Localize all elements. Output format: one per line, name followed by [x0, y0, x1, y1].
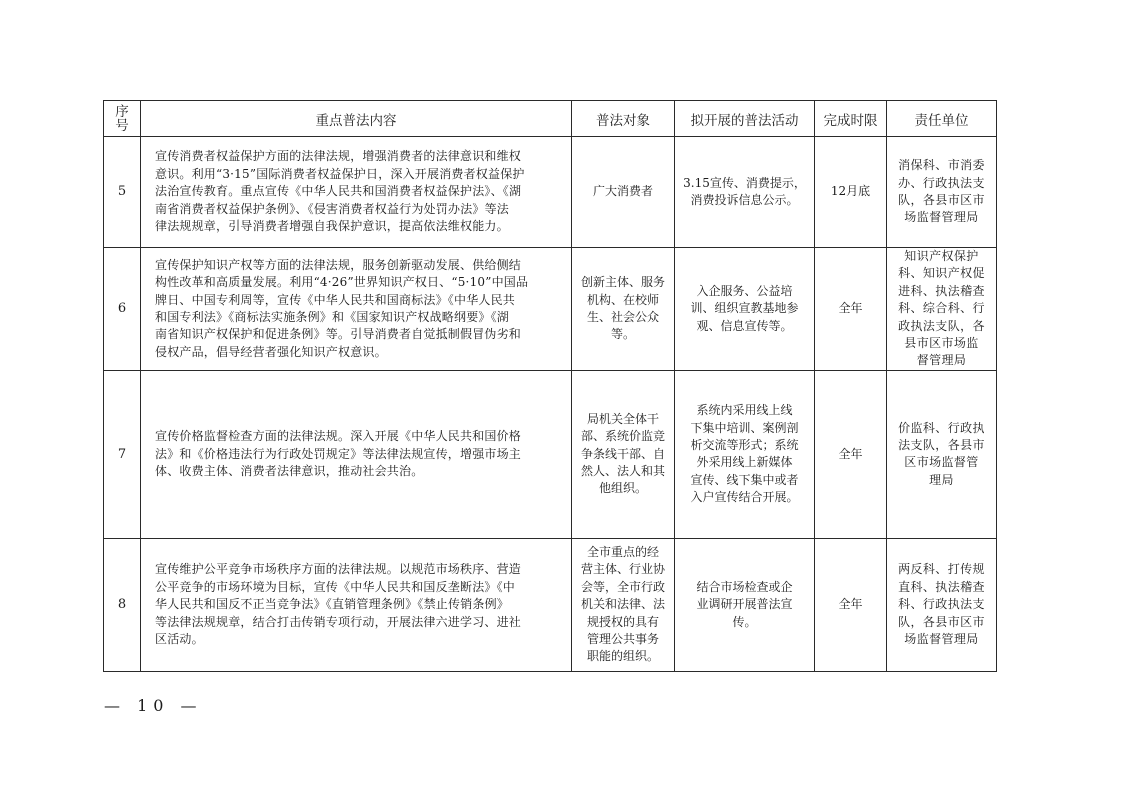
- row-unit-line: 政执法支队，各: [898, 318, 985, 333]
- row-activity-line: 析交流等形式；系统: [690, 437, 799, 452]
- row-activity-line: 系统内采用线上线: [696, 403, 793, 418]
- row-content-line: 法》和《价格违法行为行政处罚规定》等法律法规宣传，增强市场主: [155, 446, 522, 461]
- row-unit-line: 科、知识产权促: [898, 266, 985, 281]
- row-unit-line: 知识产权保护: [904, 249, 979, 263]
- row-activity-line: 入企服务、公益培: [696, 283, 793, 298]
- row-target-line: 部、系统价监竞: [580, 429, 665, 444]
- row-unit-line: 办、行政执法支: [898, 175, 985, 190]
- row-target-line: 等。: [610, 327, 635, 342]
- row-content-line: 南省消费者权益保护条例》、《侵害消费者权益行为处罚办法》等法: [155, 201, 510, 216]
- row-deadline: 12月底: [815, 137, 887, 248]
- row-unit-line: 直科、执法稽查: [898, 579, 985, 594]
- row-unit-line: 队，各县市区市: [898, 614, 985, 629]
- row-target-line: 会等，全市行政: [580, 579, 665, 594]
- header-deadline: 完成时限: [815, 101, 887, 137]
- row-activity: [675, 538, 815, 671]
- row-activity: [675, 248, 815, 371]
- row-target-line: 然人、法人和其: [580, 464, 665, 479]
- row-content-line: 宣传保护知识产权等方面的法律法规，服务创新驱动发展、供给侧结: [155, 257, 522, 272]
- row-target-line: 规授权的具有: [586, 614, 659, 629]
- row-target: [572, 538, 675, 671]
- row-unit-line: 科、综合科、行: [898, 301, 985, 316]
- row-content-line: 等法律法规规章，结合打击传销专项行动，开展法律六进学习、进社: [155, 614, 522, 629]
- row-content-line: 南省知识产权保护和促进条例》等。引导消费者自觉抵制假冒伪劣和: [155, 327, 522, 342]
- row-target: [572, 248, 675, 371]
- row-number: 5: [104, 137, 141, 248]
- row-content-line: 公平竞争的市场环境为目标，宣传《中华人民共和国反垄断法》《中: [155, 579, 516, 594]
- row-deadline: 全年: [815, 538, 887, 671]
- row-target-line: 营主体、行业协: [580, 562, 665, 577]
- row-unit-line: 场监督管理局: [904, 631, 979, 646]
- row-content-line: 宣传维护公平竞争市场秩序方面的法律法规。以规范市场秩序、营造: [155, 562, 522, 577]
- row-content-line: 律法规规章，引导消费者增强自我保护意识，提高依法维权能力。: [155, 219, 509, 234]
- row-unit-line: 进科、执法稽查: [898, 283, 985, 298]
- header-seq: 序 号: [104, 101, 141, 137]
- table-row: [104, 538, 997, 671]
- row-activity: [675, 370, 815, 538]
- row-unit-line: 科、行政执法支: [898, 597, 985, 612]
- row-unit-line: 消保科、市消委: [898, 158, 985, 173]
- row-content-line: 和国专利法》《商标法实施条例》和《国家知识产权战略纲要》《湖: [155, 309, 510, 324]
- row-activity-line: 下集中培训、案例剖: [690, 420, 799, 435]
- row-content-line: 法治宣传教育。重点宣传《中华人民共和国消费者权益保护法》、《湖: [155, 184, 522, 199]
- row-target-line: 争条线干部、自: [580, 446, 665, 461]
- row-activity-line: 结合市场检查或企: [696, 579, 793, 594]
- row-target-line: 广大消费者: [592, 184, 653, 199]
- header-activity: 拟开展的普法活动: [675, 101, 815, 137]
- row-activity-line: 宣传、线下集中或者: [690, 472, 799, 487]
- table-row: [104, 137, 997, 248]
- row-content-line: 宣传价格监督检查方面的法律法规。深入开展《中华人民共和国价格: [155, 429, 522, 444]
- row-activity-line: 3.15宣传、消费提示，: [683, 175, 806, 190]
- row-target-line: 机构、在校师: [586, 292, 659, 307]
- row-unit-line: 场监督管理局: [904, 210, 979, 225]
- row-target-line: 全市重点的经: [586, 544, 659, 559]
- row-unit: [887, 370, 997, 538]
- row-target: [572, 370, 675, 538]
- row-number: 8: [104, 538, 141, 671]
- row-number: 6: [104, 248, 141, 371]
- row-deadline: 全年: [815, 370, 887, 538]
- row-unit-line: 理局: [929, 472, 954, 487]
- header-unit: 责任单位: [887, 101, 997, 137]
- header-content: 重点普法内容: [141, 101, 572, 137]
- row-unit-line: 两反科、打传规: [898, 562, 985, 577]
- row-unit-line: 区市场监督管: [904, 455, 979, 470]
- row-content-line: 构性改革和高质量发展。利用“4·26”世界知识产权日、“5·10”中国品: [155, 275, 529, 290]
- row-content-line: 意识。利用“3·15”国际消费者权益保护日，深入开展消费者权益保护: [155, 166, 525, 181]
- row-unit-line: 价监科、行政执: [898, 420, 985, 435]
- table-row: [104, 248, 997, 371]
- row-content: [141, 370, 572, 538]
- row-activity: [675, 137, 815, 248]
- law-publicity-table: [103, 100, 997, 672]
- row-target-line: 创新主体、服务: [580, 275, 665, 290]
- row-content-line: 区活动。: [155, 631, 204, 646]
- row-unit-line: 法支队，各县市: [898, 437, 985, 452]
- row-content: [141, 248, 572, 371]
- table-row: [104, 370, 997, 538]
- row-content: [141, 137, 572, 248]
- row-number: 7: [104, 370, 141, 538]
- row-activity-line: 训、组织宣教基地参: [690, 301, 799, 316]
- row-content-line: 牌日、中国专利周等，宣传《中华人民共和国商标法》《中华人民共: [155, 292, 516, 307]
- row-content-line: 宣传消费者权益保护方面的法律法规，增强消费者的法律意识和维权: [155, 149, 522, 164]
- row-unit: [887, 248, 997, 371]
- row-unit-line: 督管理局: [916, 353, 967, 368]
- page-number: — 10 —: [104, 696, 203, 715]
- row-deadline: 全年: [815, 248, 887, 371]
- row-target-line: 管理公共事务: [586, 631, 659, 646]
- row-content-line: 华人民共和国反不正当竞争法》《直销管理条例》《禁止传销条例》: [155, 597, 510, 612]
- row-activity-line: 传。: [732, 614, 757, 629]
- row-target-line: 职能的组织。: [586, 649, 659, 664]
- row-target-line: 机关和法律、法: [580, 597, 665, 612]
- row-target-line: 生、社会公众: [586, 309, 659, 324]
- row-unit: [887, 538, 997, 671]
- row-target-line: 局机关全体干: [586, 411, 659, 426]
- row-target-line: 他组织。: [598, 481, 647, 496]
- row-unit-line: 县市区市场监: [904, 336, 979, 351]
- row-unit-line: 队，各县市区市: [898, 193, 985, 207]
- row-activity-line: 外采用线上新媒体: [696, 455, 793, 470]
- row-content-line: 体、收费主体、消费者法律意识，推动社会共治。: [155, 464, 424, 479]
- row-unit: [887, 137, 997, 248]
- row-target: [572, 137, 675, 248]
- table-header-row: [104, 101, 997, 137]
- row-activity-line: 业调研开展普法宣: [696, 597, 793, 612]
- row-content: [141, 538, 572, 671]
- row-activity-line: 消费投诉信息公示。: [690, 193, 799, 207]
- row-content-line: 侵权产品，倡导经营者强化知识产权意识。: [155, 344, 387, 359]
- row-activity-line: 入户宣传结合开展。: [690, 490, 799, 505]
- header-target: 普法对象: [572, 101, 675, 137]
- row-activity-line: 观、信息宣传等。: [696, 318, 793, 333]
